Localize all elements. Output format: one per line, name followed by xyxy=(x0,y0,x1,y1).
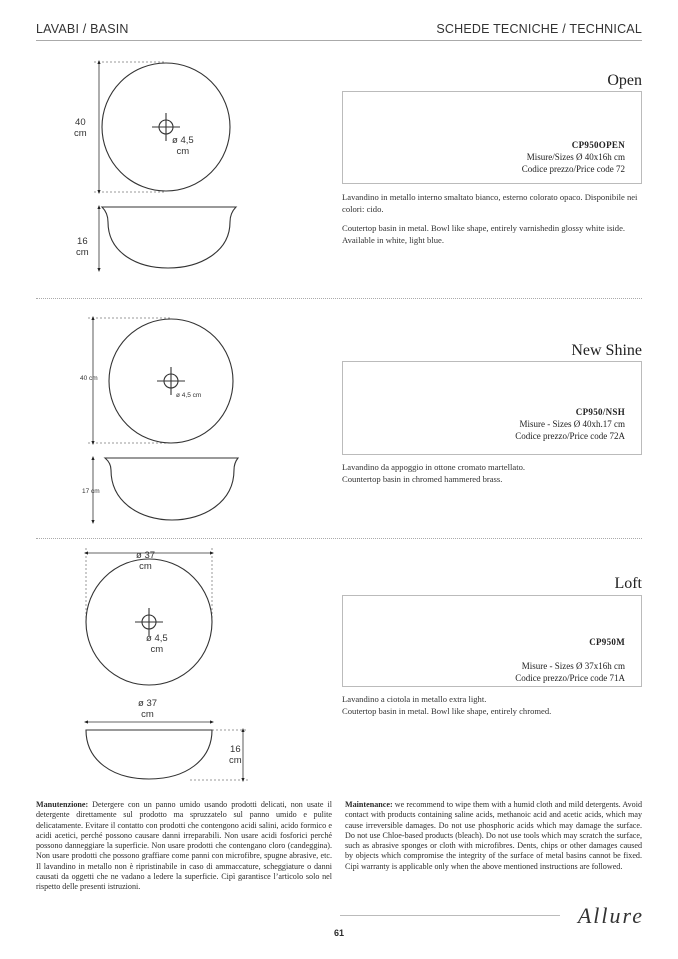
product-title-loft: Loft xyxy=(614,575,642,592)
loft-drain-label: ø 4,5 cm xyxy=(146,633,168,655)
header-section-title: LAVABI / BASIN xyxy=(36,22,129,36)
section-divider xyxy=(36,298,642,299)
loft-width-label: ø 37 cm xyxy=(136,550,156,572)
product-sizes: Misure - Sizes Ø 40xh.17 cm xyxy=(519,419,625,429)
new-shine-height-label: 40 cm xyxy=(80,375,98,382)
header-doc-title: SCHEDE TECNICHE / TECHNICAL xyxy=(436,22,642,36)
open-top-view xyxy=(94,62,230,192)
brand-logo: Allure xyxy=(577,903,644,928)
maintenance-english: Maintenance: we recommend to wipe them with a humid cloth and mild detergents. Avoid contact with products containing saline acids, methanoic acid and acetic acids, which may cause irreversible damages. Do not use phosphoric acids which may damage the surface. Do not use Chloe-based products (bleach). Do not use tools which may scratch the surface, such as abrasive sponges or cloth with microfibres. Dents, chips or other damages caused by objects which compromise the integrity of the surface of metal basins cannot be fixed. Cipì warranty is applicable only when the above mentioned instructions are followed. xyxy=(345,800,642,871)
product-code: CP950OPEN xyxy=(571,140,625,150)
new-shine-top-view xyxy=(88,318,233,443)
product-description-new-shine: Lavandino da appoggio in ottone cromato martellato. Countertop basin in chromed hammered brass. xyxy=(342,462,526,484)
open-height-label: 40 cm xyxy=(74,117,87,139)
product-description-open: Lavandino in metallo interno smaltato bianco, esterno colorato opaco. Disponibile nei colori: cido. Coutertop basin in metal. Bowl like shape, entirely varnishedin glossy white iside. Available in white, light blue. xyxy=(342,192,638,245)
product-code: CP950M xyxy=(589,637,625,647)
product-sizes: Misure/Sizes Ø 40x16h cm xyxy=(526,152,625,162)
new-shine-side-view xyxy=(93,458,238,522)
product-spec-box-open xyxy=(342,91,642,184)
product-title-new-shine: New Shine xyxy=(571,342,642,359)
product-title-open: Open xyxy=(607,72,642,89)
page-number: 61 xyxy=(333,928,344,938)
product-sizes: Misure - Sizes Ø 37x16h cm xyxy=(521,661,625,671)
product-price-code: Codice prezzo/Price code 72 xyxy=(521,164,625,174)
open-side-view xyxy=(99,207,236,270)
loft-side-width-label: ø 37 cm xyxy=(138,698,158,720)
maintenance-italian: Manutenzione: Detergere con un panno umido usando prodotti delicati, non usate il detergente direttamente sul prodotto ma spruzzatelo sul panno umido e pulite delicatamente. Evitare il contatto con prodotti che contengono acidi salini, acido formico e acidi acetici, perché possono causare danni irreparabili. Non usare acidi fosforici perché possono danneggiare la superficie. Non usare prodotti che contengano cloro (candeggina). Non usare prodotti che possono graffiare come panni con microfibre, spugne abrasive, etc. Il lavandino in metallo non è ripristinabile in caso di ammaccature, scheggiature o danni causati da oggetti che ne vadano a ledere la superficie. Cipì garantisce l’articolo solo nel rispetto delle presenti istruzioni. xyxy=(36,800,332,892)
product-price-code: Codice prezzo/Price code 71A xyxy=(515,673,625,683)
new-shine-side-height-label: 17 cm xyxy=(82,488,100,495)
section-divider xyxy=(36,538,642,539)
product-description-loft: Lavandino a ciotola in metallo extra light. Coutertop basin in metal. Bowl like shape, entirely chromed. xyxy=(342,694,552,716)
loft-side-height-label: 16 cm xyxy=(229,744,242,766)
product-spec-box-loft xyxy=(342,595,642,687)
open-side-height-label: 16 cm xyxy=(76,236,89,258)
footer-divider xyxy=(340,915,560,916)
loft-side-view xyxy=(86,722,248,780)
product-spec-box-new-shine xyxy=(342,361,642,455)
product-code: CP950/NSH xyxy=(575,407,625,417)
new-shine-drain-label: ø 4,5 cm xyxy=(176,392,202,399)
open-drain-label: ø 4,5 cm xyxy=(172,135,194,157)
product-price-code: Codice prezzo/Price code 72A xyxy=(515,431,625,441)
